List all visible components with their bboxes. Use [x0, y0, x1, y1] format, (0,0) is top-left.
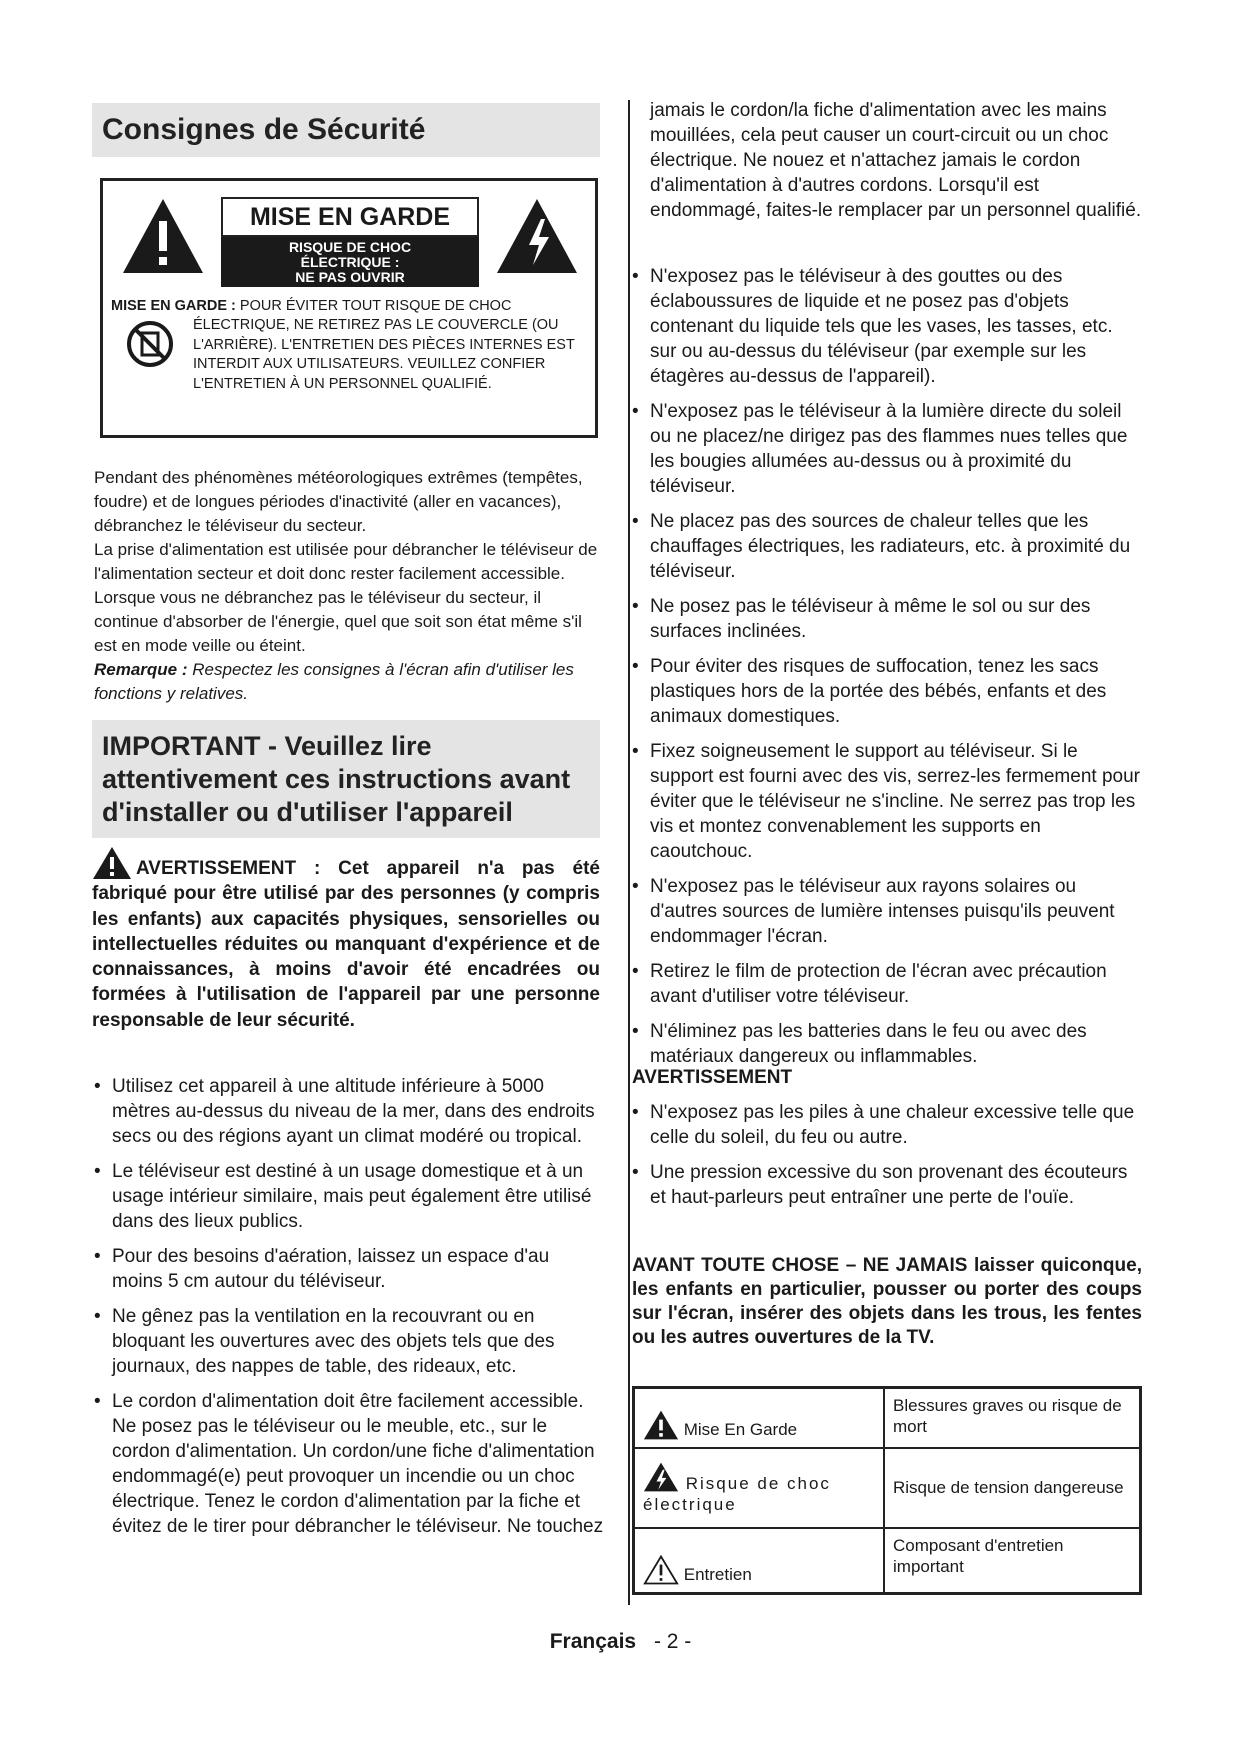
- warning-label-box: [100, 178, 598, 438]
- list-item: • Ne gênez pas la ventilation en la recouvrant ou en bloquant les ouvertures avec des objets tels que des journaux, des nappes de table, des rideaux, etc.: [92, 1304, 604, 1379]
- page-footer: [0, 1630, 1241, 1654]
- list-item: • Ne posez pas le téléviseur à même le sol ou sur des surfaces inclinées.: [630, 594, 1142, 644]
- no-disassembly-icon: [125, 319, 175, 369]
- warning-outline-icon: [643, 1554, 679, 1586]
- table-row: [634, 1388, 1141, 1448]
- list-item: • Pour des besoins d'aération, laissez un espace d'au moins 5 cm autour du téléviseur.: [92, 1244, 604, 1294]
- symbol-meaning: Risque de tension dangereuse: [884, 1448, 1141, 1528]
- intro-paragraph: Pendant des phénomènes météorologiques extrêmes (tempêtes, foudre) et de longues périodes d'inactivité (aller en vacances), débranchez le téléviseur du secteur.: [94, 468, 583, 535]
- list-item: • N'exposez pas le téléviseur aux rayons solaires ou d'autres sources de lumière intenses puisqu'ils peuvent endommager l'écran.: [630, 874, 1142, 949]
- avant-toute-chose: AVANT TOUTE CHOSE – NE JAMAIS laisser quiconque, les enfants en particulier, pousser ou porter des coups sur l'écran, insérer des objets dans les trous, les fentes ou les autres ouvertures de la TV.: [632, 1255, 1142, 1348]
- title-box: [92, 103, 600, 157]
- remark-label: Remarque :: [94, 660, 188, 679]
- warning-caption-lead: MISE EN GARDE :: [111, 298, 236, 314]
- table-cell: [634, 1448, 885, 1528]
- warning-box-title: MISE EN GARDE: [221, 197, 479, 237]
- avertissement-main: AVERTISSEMENT : Cet appareil n'a pas été fabriqué pour être utilisé par des personnes (y compris les enfants) aux capacités physiques, sensorielles ou intellectuelles réduites ou manquant d'expérience et de connaissances, à moins d'avoir été encadrées ou formées à l'utilisation de l'appareil par une personne responsable de leur sécurité.: [92, 858, 600, 1031]
- list-item: • N'exposez pas le téléviseur à la lumière directe du soleil ou ne placez/ne dirigez pas des flammes nues telles que les bougies allumées au-dessus ou à proximité du téléviseur.: [630, 399, 1142, 499]
- right-bullet-list: [630, 264, 1142, 1079]
- warning-caption-first-line: [111, 297, 591, 317]
- symbols-table: [632, 1386, 1142, 1595]
- list-item: • N'éliminez pas les batteries dans le feu ou avec des matériaux dangereux ou inflammables.: [630, 1019, 1142, 1069]
- symbol-meaning: Blessures graves ou risque de mort: [884, 1388, 1141, 1448]
- important-heading-box: [92, 720, 600, 838]
- list-item: • Utilisez cet appareil à une altitude inférieure à 5000 mètres au-dessus du niveau de la mer, dans des endroits secs ou des régions ayant un climat modéré ou tropical.: [92, 1074, 604, 1149]
- list-item: • Le téléviseur est destiné à un usage domestique et à un usage intérieur similaire, mais peut également être utilisé dans des lieux publics.: [92, 1159, 604, 1234]
- table-row: [634, 1448, 1141, 1528]
- lightning-triangle-icon: [495, 197, 579, 275]
- footer-page-number: - 2 -: [653, 1630, 692, 1653]
- warning-box-dark-label: [221, 237, 479, 287]
- list-item: • Une pression excessive du son provenant des écouteurs et haut-parleurs peut entraîner une perte de l'ouïe.: [630, 1160, 1142, 1210]
- list-item: • N'exposez pas les piles à une chaleur excessive telle que celle du soleil, du feu ou autre.: [630, 1100, 1142, 1150]
- warning-caption-rest: ÉLECTRIQUE, NE RETIREZ PAS LE COUVERCLE (OU L'ARRIÈRE). L'ENTRETIEN DES PIÈCES INTERNES EST INTERDIT AUX UTILISATEURS. VEUILLEZ CONFIER L'ENTRETIEN À UN PERSONNEL QUALIFIÉ.: [193, 317, 575, 392]
- important-heading: IMPORTANT - Veuillez lire attentivement ces instructions avant d'installer ou d'utiliser l'appareil: [102, 731, 571, 827]
- symbol-label: Mise En Garde: [683, 1419, 798, 1439]
- avertissement-heading: AVERTISSEMENT: [632, 1067, 793, 1088]
- right-continuation: jamais le cordon/la fiche d'alimentation avec les mains mouillées, cela peut causer un court-circuit ou un choc électrique. Ne nouez et n'attachez jamais le cordon d'alimentation à d'autres cordons. Lorsqu'il est endommagé, faites-le remplacer par un personnel qualifié.: [650, 100, 1142, 221]
- footer-language: Français: [549, 1630, 637, 1653]
- dark-line: RISQUE DE CHOC: [288, 239, 412, 255]
- page-title: Consignes de Sécurité: [102, 113, 426, 146]
- list-item: • Pour éviter des risques de suffocation, tenez les sacs plastiques hors de la portée des bébés, enfants et des animaux domestiques.: [630, 654, 1142, 729]
- symbol-label: Entretien: [683, 1565, 752, 1584]
- remark: [94, 658, 610, 706]
- list-item: • Le cordon d'alimentation doit être facilement accessible. Ne posez pas le téléviseur ou le meuble, etc., sur le cordon d'alimentation. Un cordon/une fiche d'alimentation endommagé(e) peut provoquer un incendie ou un choc électrique. Tenez le cordon d'alimentation par la fiche et évitez de le tirer pour débrancher le téléviseur. Ne touchez: [92, 1389, 604, 1539]
- list-item: • N'exposez pas le téléviseur à des gouttes ou des éclaboussures de liquide et ne posez pas d'objets contenant du liquide tels que les vases, les tasses, etc. sur ou au-dessus du téléviseur (par exemple sur les étagères au-dessus de l'appareil).: [630, 264, 1142, 389]
- dark-line: ÉLECTRIQUE :: [300, 254, 400, 270]
- table-cell: [634, 1388, 885, 1448]
- left-bullet-list: [92, 1074, 604, 1549]
- warning-caption-first: POUR ÉVITER TOUT RISQUE DE CHOC: [235, 298, 512, 314]
- list-item: • Ne placez pas des sources de chaleur telles que les chauffages électriques, les radiateurs, etc. à proximité du téléviseur.: [630, 509, 1142, 584]
- symbol-label: Risque de choc électrique: [643, 1473, 831, 1514]
- avertissement-bullet-list: [630, 1100, 1142, 1220]
- remark-text: Respectez les consignes à l'écran afin d'utiliser les fonctions y relatives.: [94, 660, 574, 703]
- list-item: • Retirez le film de protection de l'écran avec précaution avant d'utiliser votre téléviseur.: [630, 959, 1142, 1009]
- symbol-meaning: Composant d'entretien important: [884, 1528, 1141, 1594]
- warning-filled-icon: [643, 1409, 679, 1441]
- intro-paragraph: La prise d'alimentation est utilisée pour débrancher le téléviseur de l'alimentation secteur et doit donc rester facilement accessible. Lorsque vous ne débranchez pas le téléviseur du secteur, il continue d'absorber de l'énergie, quel que soit son état même s'il est en mode veille ou éteint.: [94, 540, 598, 655]
- dark-line: NE PAS OUVRIR: [295, 269, 405, 285]
- electric-shock-icon: [643, 1461, 679, 1493]
- list-item: • Fixez soigneusement le support au téléviseur. Si le support est fourni avec des vis, serrez-les fermement pour éviter que le téléviseur ne s'incline. Ne serrez pas trop les vis et montez convenablement les supports en caoutchouc.: [630, 739, 1142, 864]
- warning-triangle-icon: [121, 197, 205, 275]
- table-cell: [634, 1528, 885, 1594]
- table-row: [634, 1528, 1141, 1594]
